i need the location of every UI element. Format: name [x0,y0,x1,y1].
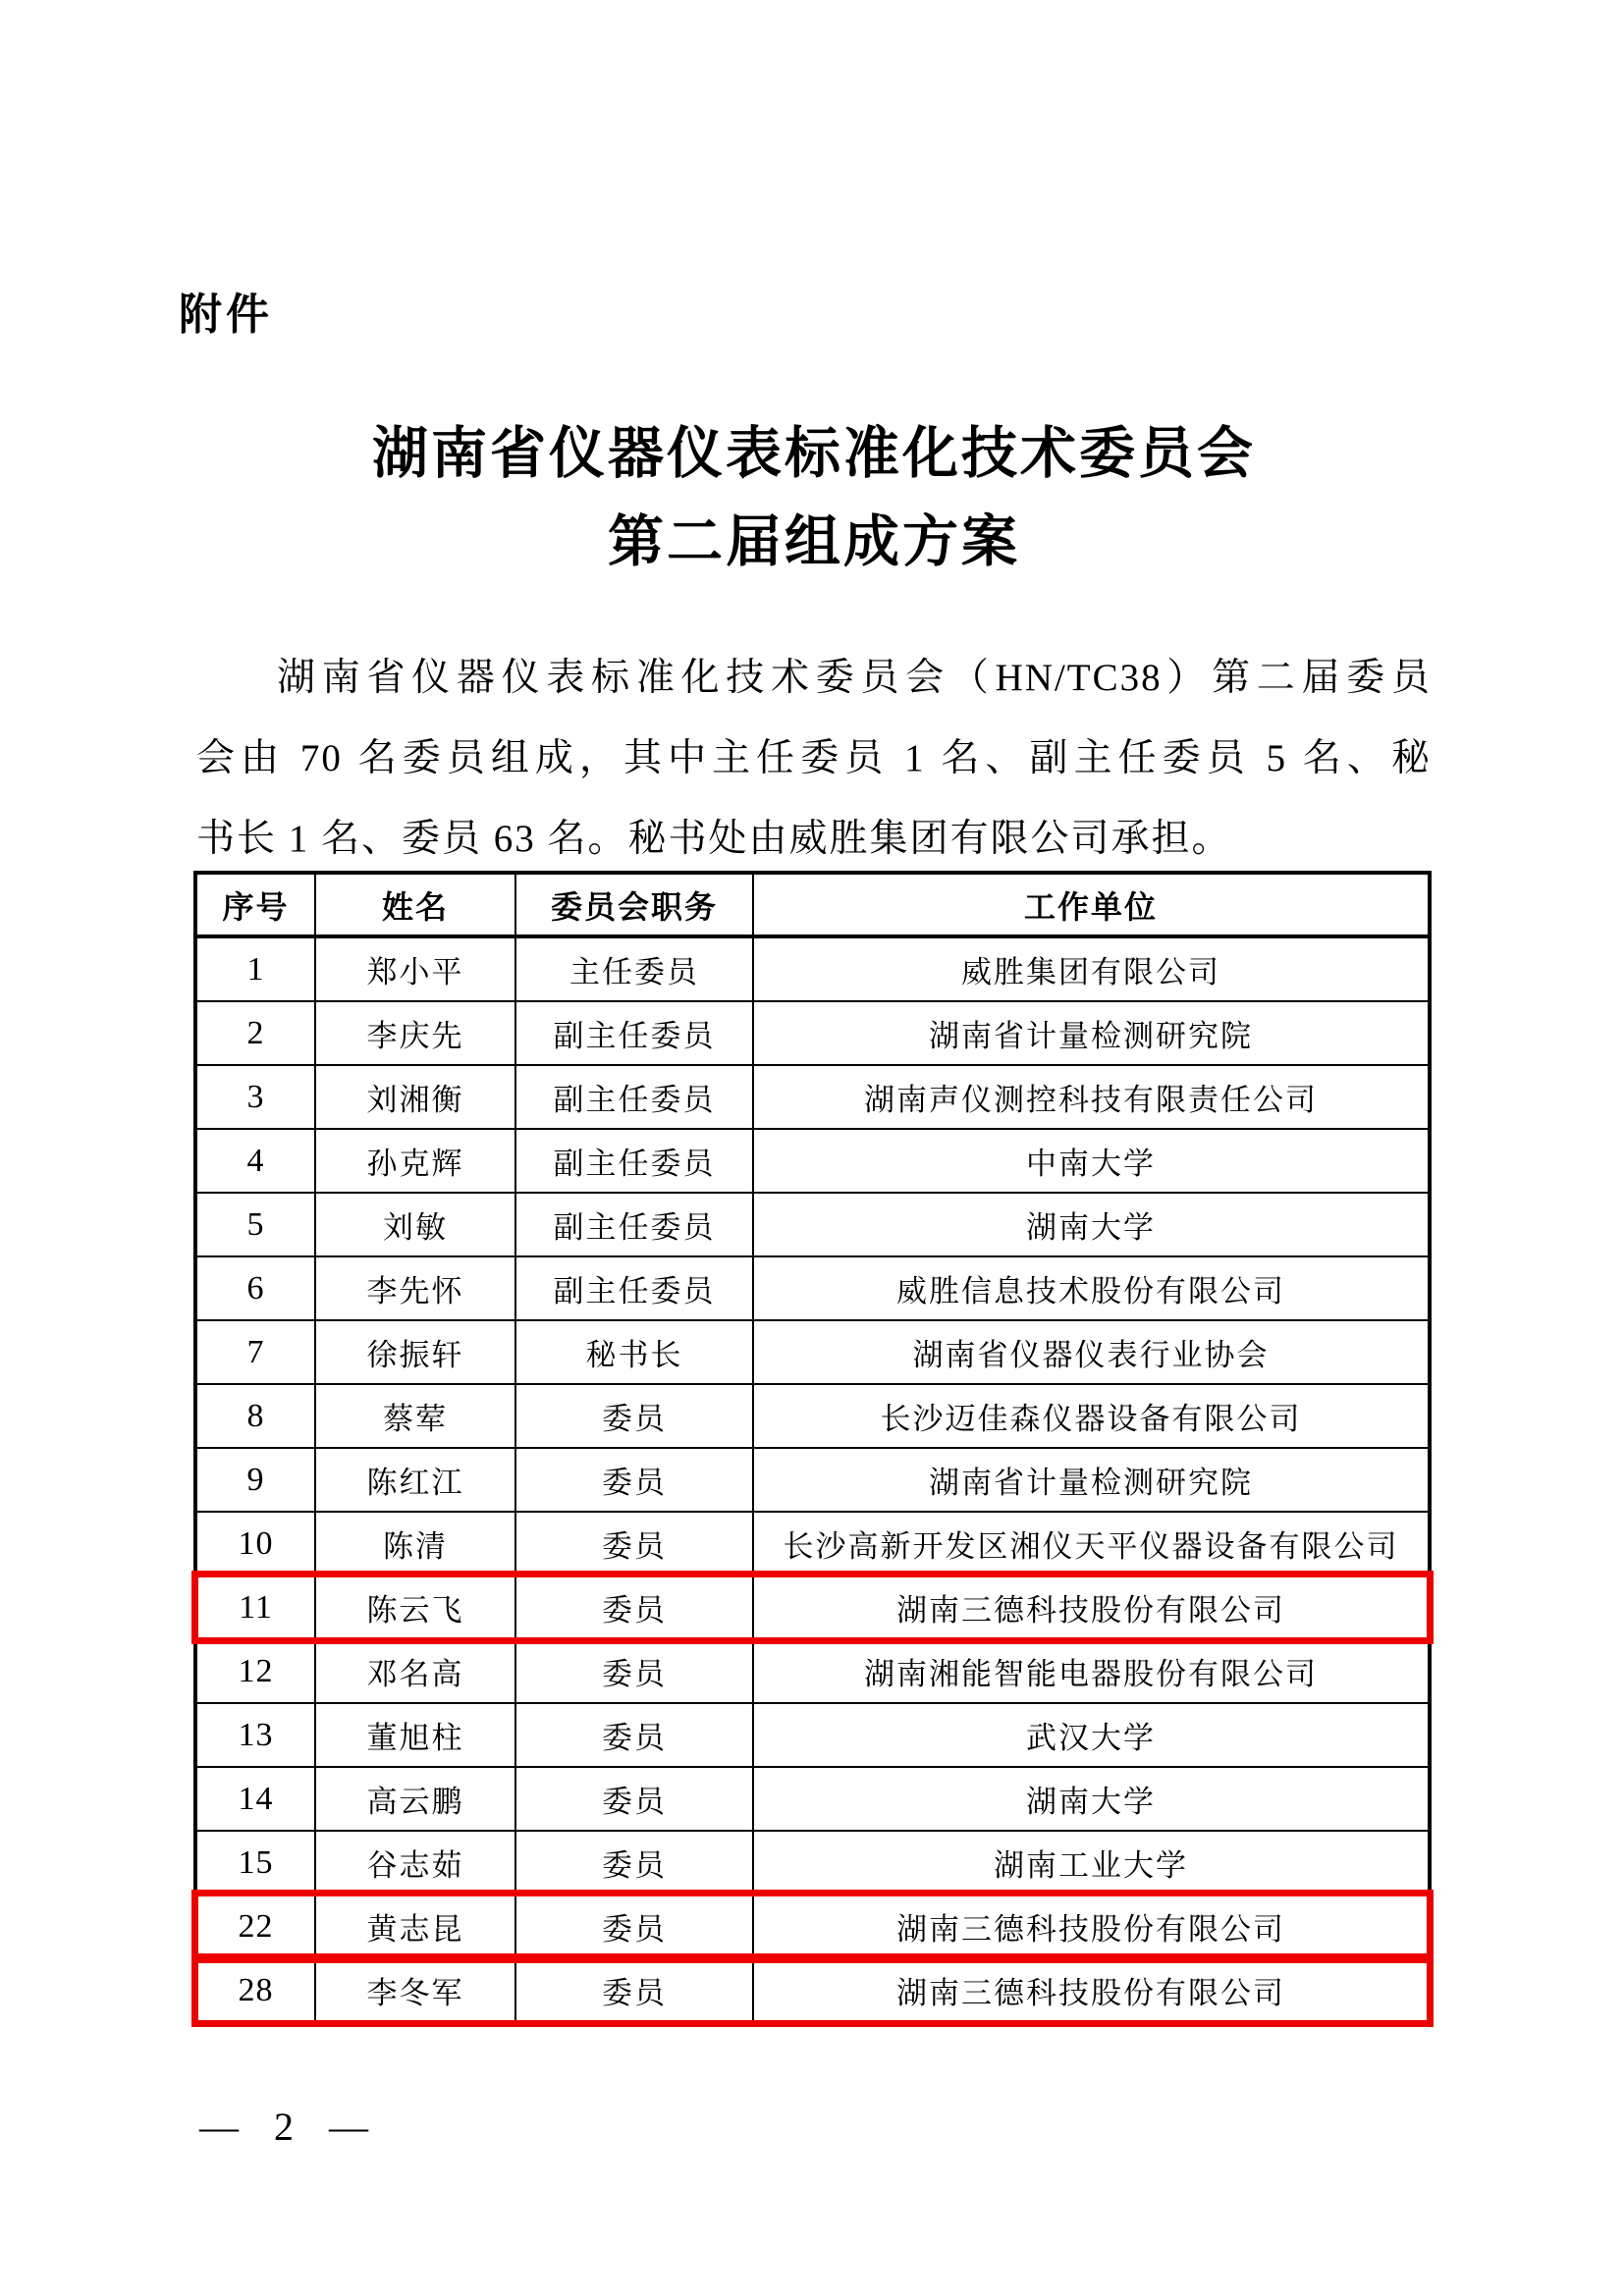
cell-工作单位: 湖南声仪测控科技有限责任公司 [864,1083,1318,1117]
cell-序号: 8 [197,1385,316,1447]
table-row [197,1640,1428,1704]
table-row [197,1768,1428,1832]
cell-职务: 副主任委员 [516,1066,754,1128]
page-number: — 2 — [199,2105,374,2149]
cell-工作单位: 湖南大学 [1026,1785,1156,1819]
paragraph-line: 会由 70 名委员组成，其中主任委员 1 名、副主任委员 5 名、秘 [196,737,1432,779]
cell-职务: 副主任委员 [516,1194,754,1255]
cell-姓名: 邓名高 [316,1640,516,1702]
cell-工作单位: 中南大学 [1026,1147,1156,1181]
cell-职务: 副主任委员 [516,1130,754,1192]
cell-工作单位: 长沙高新开发区湘仪天平仪器设备有限公司 [783,1529,1399,1564]
cell-工作单位: 威胜信息技术股份有限公司 [896,1274,1285,1308]
cell-姓名: 陈红江 [316,1449,516,1511]
cell-职务: 委员 [516,1449,754,1511]
cell-序号: 28 [197,1959,316,2021]
cell-姓名: 郑小平 [316,938,516,1000]
table-row [197,1385,1428,1449]
cell-姓名: 蔡荤 [316,1385,516,1447]
attachment-label: 附件 [179,291,273,339]
cell-姓名: 刘湘衡 [316,1066,516,1128]
cell-工作单位: 湖南三德科技股份有限公司 [896,1593,1285,1628]
cell-职务: 委员 [516,1640,754,1702]
cell-职务: 委员 [516,1768,754,1830]
cell-序号: 6 [197,1257,316,1319]
cell-职务: 委员 [516,1513,754,1575]
cell-职务: 秘书长 [516,1321,754,1383]
document-title-line1: 湖南省仪器仪表标准化技术委员会 [372,423,1256,485]
document-title [196,410,1432,587]
cell-姓名: 徐振轩 [316,1321,516,1383]
cell-工作单位: 湖南工业大学 [994,1848,1188,1883]
cell-职务: 主任委员 [516,938,754,1000]
cell-序号: 15 [197,1832,316,1894]
table-header-org: 工作单位 [1023,888,1158,925]
cell-姓名: 谷志茹 [316,1832,516,1894]
cell-工作单位: 湖南省计量检测研究院 [929,1466,1253,1500]
table-header-name: 姓名 [316,875,516,934]
table-header-role: 委员会职务 [516,875,754,934]
cell-职务: 副主任委员 [516,1002,754,1064]
cell-姓名: 高云鹏 [316,1768,516,1830]
cell-职务: 委员 [516,1576,754,1638]
table-header-row [197,875,1428,938]
cell-序号: 1 [197,938,316,1000]
cell-序号: 11 [197,1576,316,1638]
table-row [197,1066,1428,1130]
document-title-line2: 第二届组成方案 [608,511,1020,573]
paragraph-line: 书长 1 名、委员 63 名。秘书处由威胜集团有限公司承担。 [196,818,1232,860]
cell-姓名: 陈云飞 [316,1576,516,1638]
table-row [197,1002,1428,1066]
cell-职务: 委员 [516,1385,754,1447]
cell-姓名: 黄志昆 [316,1896,516,1957]
table-row [197,1130,1428,1194]
table-row [197,1449,1428,1513]
cell-序号: 5 [197,1194,316,1255]
table-row [197,1832,1428,1896]
cell-姓名: 刘敏 [316,1194,516,1255]
cell-工作单位: 湖南省计量检测研究院 [929,1019,1253,1053]
cell-序号: 2 [197,1002,316,1064]
cell-姓名: 李先怀 [316,1257,516,1319]
cell-工作单位: 长沙迈佳森仪器设备有限公司 [880,1402,1302,1436]
cell-工作单位: 湖南省仪器仪表行业协会 [912,1338,1270,1372]
cell-职务: 委员 [516,1832,754,1894]
cell-姓名: 董旭柱 [316,1704,516,1766]
cell-工作单位: 威胜集团有限公司 [961,955,1220,989]
table-row [197,1513,1428,1576]
cell-序号: 7 [197,1321,316,1383]
cell-职务: 委员 [516,1959,754,2021]
cell-职务: 委员 [516,1896,754,1957]
table-header-num: 序号 [197,875,316,934]
cell-工作单位: 武汉大学 [1026,1721,1156,1755]
cell-工作单位: 湖南三德科技股份有限公司 [896,1912,1285,1947]
table-row [197,1959,1428,2021]
cell-序号: 10 [197,1513,316,1575]
cell-工作单位: 湖南三德科技股份有限公司 [896,1976,1285,2010]
cell-序号: 9 [197,1449,316,1511]
cell-工作单位: 湖南大学 [1026,1210,1156,1245]
cell-序号: 22 [197,1896,316,1957]
paragraph-line: 湖南省仪器仪表标准化技术委员会（HN/TC38）第二届委员 [277,657,1432,699]
table-row [197,1257,1428,1321]
cell-姓名: 孙克辉 [316,1130,516,1192]
cell-姓名: 李庆先 [316,1002,516,1064]
table-row [197,1704,1428,1768]
cell-序号: 4 [197,1130,316,1192]
table-row [197,1896,1428,1959]
intro-paragraph [196,638,1432,880]
cell-工作单位: 湖南湘能智能电器股份有限公司 [864,1657,1318,1691]
cell-序号: 3 [197,1066,316,1128]
cell-职务: 副主任委员 [516,1257,754,1319]
cell-序号: 14 [197,1768,316,1830]
table-row [197,938,1428,1002]
table-row [197,1321,1428,1385]
cell-序号: 12 [197,1640,316,1702]
table-body [197,938,1428,2021]
committee-table [193,871,1432,2025]
table-row [197,1576,1428,1640]
cell-职务: 委员 [516,1704,754,1766]
cell-姓名: 陈清 [316,1513,516,1575]
cell-序号: 13 [197,1704,316,1766]
cell-姓名: 李冬军 [316,1959,516,2021]
table-row [197,1194,1428,1257]
